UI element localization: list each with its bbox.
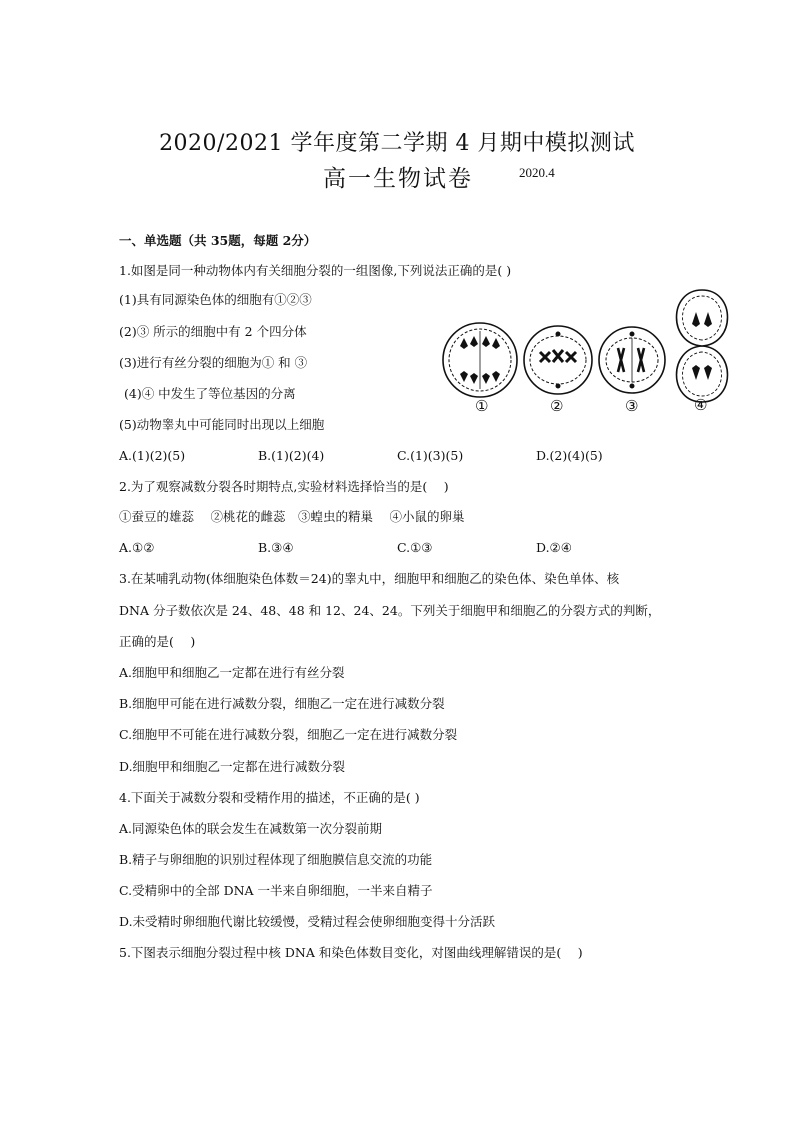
q3-option-d: D.细胞甲和细胞乙一定都在进行减数分裂 <box>119 759 346 774</box>
q1-option-d: D.(2)(4)(5) <box>536 448 603 463</box>
q1-item-1: (1)具有同源染色体的细胞有①②③ <box>119 292 312 307</box>
q4-stem: 4.下面关于减数分裂和受精作用的描述，不正确的是( ) <box>119 790 420 805</box>
q5-stem: 5.下图表示细胞分裂过程中核 DNA 和染色体数目变化，对图曲线理解错误的是( ) <box>119 945 583 960</box>
cell-3 <box>599 327 665 393</box>
q4-option-c: C.受精卵中的全部 DNA 一半来自卵细胞，一半来自精子 <box>119 883 433 898</box>
q2-option-a: A.①② <box>119 540 155 555</box>
q2-option-c: C.①③ <box>397 540 433 555</box>
exam-subtitle: 高一生物试卷 <box>323 166 473 192</box>
q1-stem: 1.如图是同一种动物体内有关细胞分裂的一组图像,下列说法正确的是( ) <box>119 263 512 278</box>
q4-option-b: B.精子与卵细胞的识别过程体现了细胞膜信息交流的功能 <box>119 852 433 867</box>
figure-label-2: ② <box>550 397 564 415</box>
q1-option-b: B.(1)(2)(4) <box>258 448 325 463</box>
q1-item-5: (5)动物睾丸中可能同时出现以上细胞 <box>119 417 325 432</box>
q3-option-c: C.细胞甲不可能在进行减数分裂，细胞乙一定在进行减数分裂 <box>119 727 458 742</box>
q1-item-2: (2)③ 所示的细胞中有 2 个四分体 <box>119 324 307 339</box>
cell-4 <box>677 290 728 402</box>
q2-option-b: B.③④ <box>258 540 294 555</box>
q1-option-c: C.(1)(3)(5) <box>397 448 464 463</box>
q2-stem: 2.为了观察减数分裂各时期特点,实验材料选择恰当的是( ) <box>119 479 449 494</box>
cell-division-figure <box>440 286 740 416</box>
q3-option-b: B.细胞甲可能在进行减数分裂，细胞乙一定在进行减数分裂 <box>119 696 445 711</box>
q3-stem-line-2: DNA 分子数依次是 24、48、48 和 12、24、24。下列关于细胞甲和细胞乙的分裂方式的判断， <box>119 603 661 618</box>
q4-option-a: A.同源染色体的联会发生在减数第一次分裂前期 <box>119 821 383 836</box>
q3-option-a: A.细胞甲和细胞乙一定都在进行有丝分裂 <box>119 665 345 680</box>
q4-option-d: D.未受精时卵细胞代谢比较缓慢，受精过程会使卵细胞变得十分活跃 <box>119 914 496 929</box>
figure-label-1: ① <box>475 397 489 415</box>
cell-1 <box>443 323 517 397</box>
q3-stem-line-3: 正确的是( ) <box>119 634 196 649</box>
figure-label-4: ④ <box>694 396 708 414</box>
q3-stem-line-1: 3.在某哺乳动物(体细胞染色体数＝24)的睾丸中，细胞甲和细胞乙的染色体、染色单体、核 <box>119 571 620 586</box>
figure-label-3: ③ <box>625 397 639 415</box>
q2-option-d: D.②④ <box>536 540 572 555</box>
q1-item-4: (4)④ 中发生了等位基因的分离 <box>124 386 296 401</box>
q1-item-3: (3)进行有丝分裂的细胞为① 和 ③ <box>119 355 308 370</box>
cell-2 <box>524 326 592 394</box>
q1-option-a: A.(1)(2)(5) <box>119 448 186 463</box>
q2-materials: ①蚕豆的雄蕊 ②桃花的雌蕊 ③蝗虫的精巢 ④小鼠的卵巢 <box>119 509 465 524</box>
exam-date: 2020.4 <box>519 165 555 180</box>
exam-title: 2020/2021 学年度第二学期 4 月期中模拟测试 <box>159 131 635 156</box>
section-heading: 一、单选题（共 35题，每题 2分） <box>119 233 317 248</box>
